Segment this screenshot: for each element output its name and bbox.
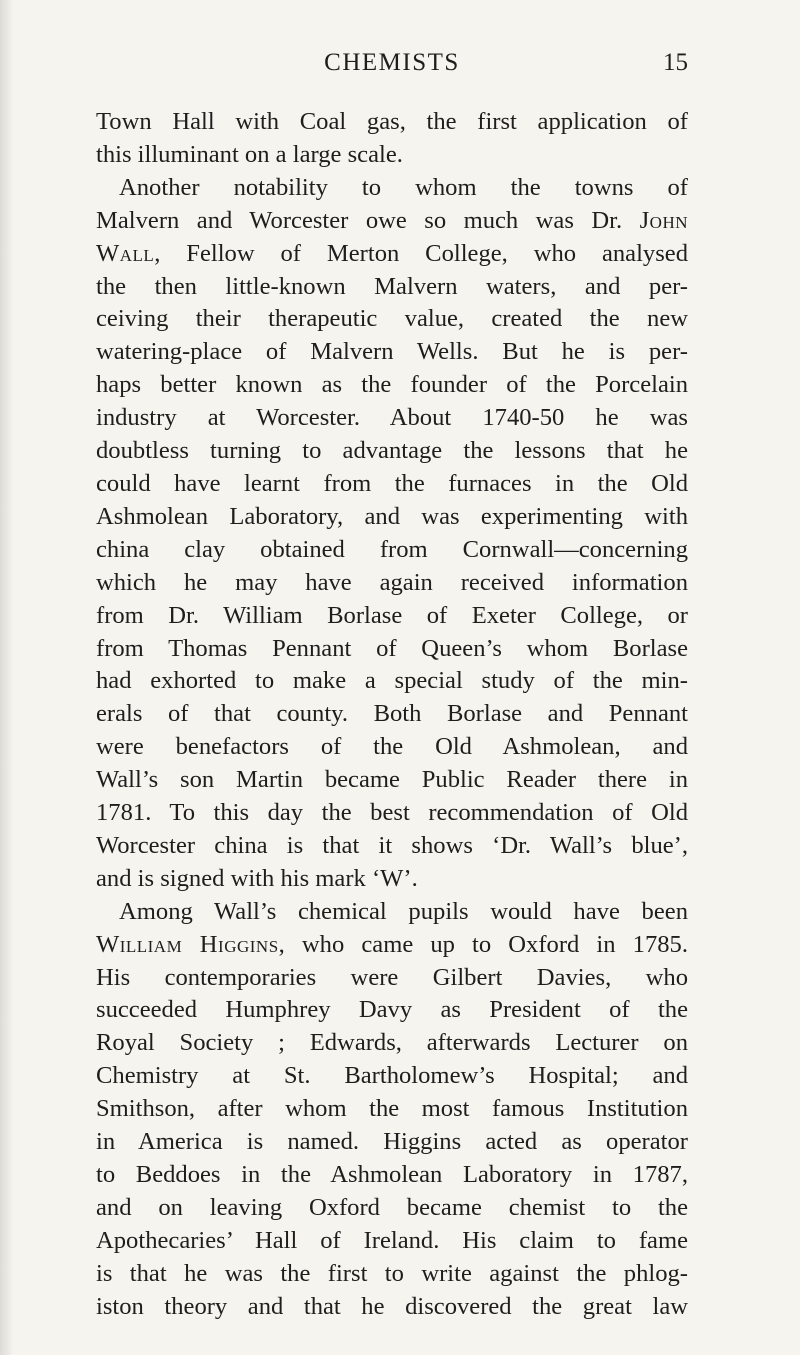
person-name-small-caps: Wall	[96, 239, 155, 267]
text-line: doubtless turning to advantage the lessons that he	[96, 437, 688, 465]
text-line: and is signed with his mark ‘W’.	[96, 864, 418, 892]
running-title: CHEMISTS	[324, 49, 460, 76]
text-line: and on leaving Oxford became chemist to the	[96, 1193, 688, 1221]
page-number: 15	[663, 49, 688, 76]
text-line: is that he was the first to write against the phlog-	[96, 1259, 688, 1287]
text-line: this illuminant on a large scale.	[96, 140, 403, 168]
page-edge-shadow	[0, 0, 14, 1355]
text-line: in America is named. Higgins acted as operator	[96, 1128, 688, 1156]
text-line: from Thomas Pennant of Queen’s whom Borlase	[96, 634, 688, 662]
text-line: iston theory and that he discovered the great law	[96, 1292, 688, 1320]
text-line: Among Wall’s chemical pupils would have been	[119, 897, 688, 925]
text-line: Malvern and Worcester owe so much was Dr. John	[96, 206, 688, 234]
text-line: Town Hall with Coal gas, the first application of	[96, 108, 688, 135]
text-line: haps better known as the founder of the Porcelain	[96, 371, 688, 399]
running-head	[96, 46, 688, 80]
person-name-small-caps: John	[639, 206, 688, 234]
text-line: ceiving their therapeutic value, created the new	[96, 305, 688, 333]
text-line: from Dr. William Borlase of Exeter College, or	[96, 601, 688, 629]
text-line: watering-place of Malvern Wells. But he is per-	[96, 338, 688, 366]
text-line: succeeded Humphrey Davy as President of the	[96, 996, 688, 1024]
text-line: china clay obtained from Cornwall—concerning	[96, 535, 688, 563]
text-line: Wall, Fellow of Merton College, who analysed	[96, 239, 688, 267]
text-line: could have learnt from the furnaces in the Old	[96, 469, 688, 497]
text-line: Royal Society ; Edwards, afterwards Lecturer on	[96, 1029, 688, 1057]
text-line: Worcester china is that it shows ‘Dr. Wall’s blue’,	[96, 831, 688, 859]
text-line: Smithson, after whom the most famous Institution	[96, 1095, 688, 1123]
text-line: had exhorted to make a special study of the min-	[96, 667, 688, 695]
person-name-small-caps: William Higgins	[96, 930, 279, 958]
text-line: William Higgins, who came up to Oxford in 1785.	[96, 930, 688, 958]
text-line: industry at Worcester. About 1740-50 he was	[96, 404, 688, 432]
text-line: erals of that county. Both Borlase and Pennant	[96, 700, 688, 728]
text-line: to Beddoes in the Ashmolean Laboratory in 1787,	[96, 1161, 688, 1188]
text-line: Wall’s son Martin became Public Reader there in	[96, 766, 688, 794]
body-text	[96, 106, 688, 1324]
text-line: His contemporaries were Gilbert Davies, who	[96, 963, 688, 991]
text-line: Chemistry at St. Bartholomew’s Hospital; and	[96, 1062, 688, 1090]
text-line: 1781. To this day the best recommendation of Old	[96, 799, 688, 827]
text-line: Ashmolean Laboratory, and was experimenting with	[96, 502, 688, 530]
text-line: Another notability to whom the towns of	[119, 173, 688, 201]
text-line: which he may have again received information	[96, 568, 688, 596]
text-line: the then little-known Malvern waters, and per-	[96, 272, 688, 300]
text-line: were benefactors of the Old Ashmolean, and	[96, 733, 688, 761]
text-line: Apothecaries’ Hall of Ireland. His claim to fame	[96, 1226, 688, 1254]
